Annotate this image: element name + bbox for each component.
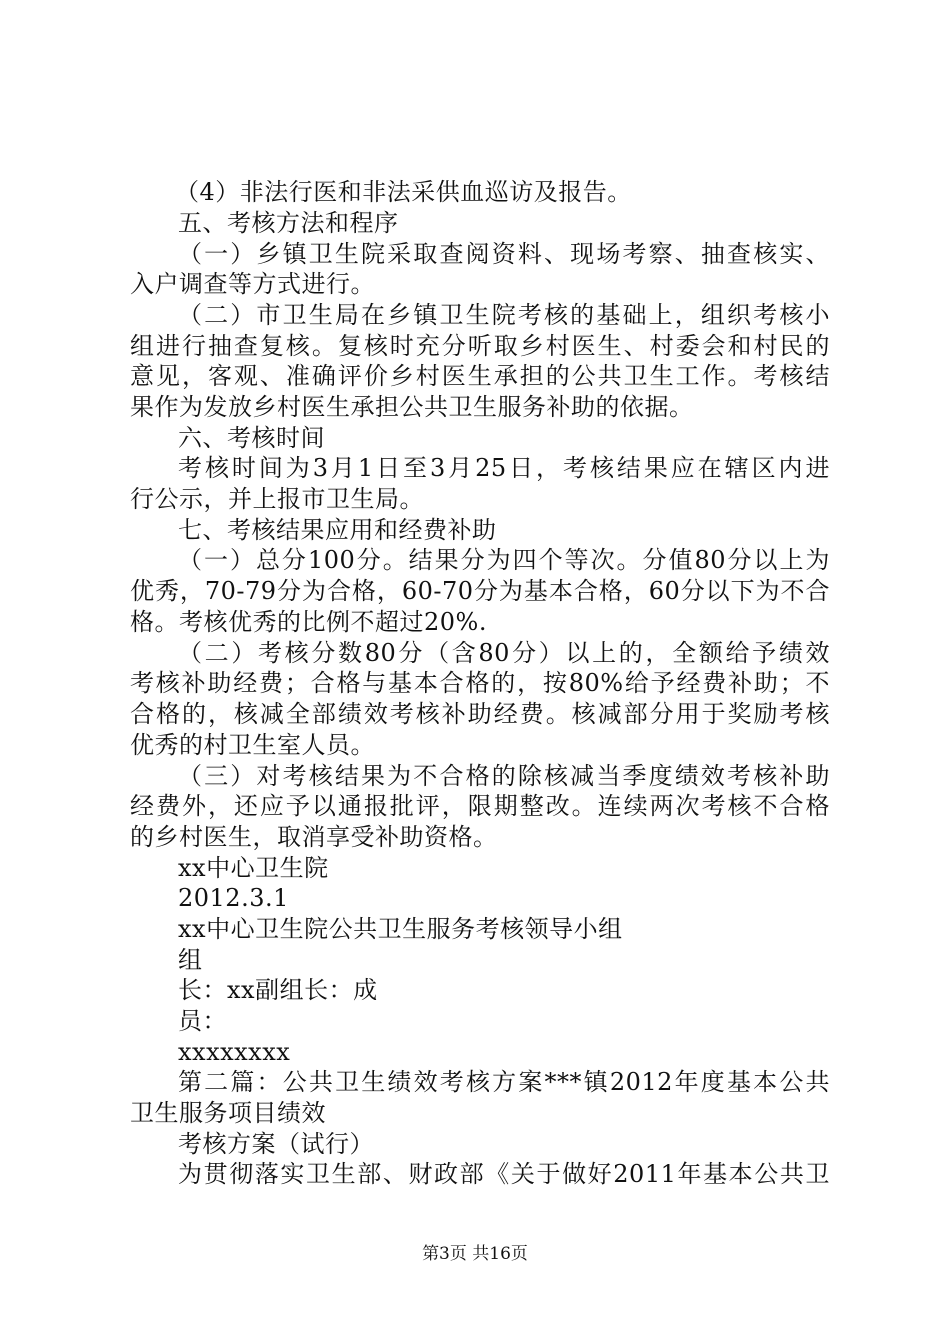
text-line: 考核补助经费；合格与基本合格的，按80%给予经费补助；不	[130, 669, 830, 697]
text-line: （4）非法行医和非法采供血巡访及报告。	[175, 178, 632, 206]
chapter-heading: 第二篇：公共卫生绩效考核方案***镇2012年度基本公共	[178, 1068, 830, 1096]
text-line: 行公示，并上报市卫生局。	[130, 485, 424, 513]
text-line: 组	[178, 946, 203, 974]
text-line: （一）总分100分。结果分为四个等次。分值80分以上为	[178, 546, 830, 574]
text-line: 考核时间为3月1日至3月25日，考核结果应在辖区内进	[178, 454, 830, 482]
section-heading: 六、考核时间	[178, 424, 325, 452]
text-line: 意见，客观、准确评价乡村医生承担的公共卫生工作。考核结	[130, 362, 830, 390]
text-line: xxxxxxxx	[178, 1038, 291, 1066]
chapter-subtitle: 考核方案（试行）	[178, 1130, 374, 1158]
signature-org: xx中心卫生院	[178, 854, 329, 882]
text-line: 员：	[178, 1007, 227, 1035]
text-line: 格。考核优秀的比例不超过20%.	[130, 608, 487, 636]
group-title: xx中心卫生院公共卫生服务考核领导小组	[178, 915, 623, 943]
text-line: 入户调查等方式进行。	[130, 270, 375, 298]
text-line: 组进行抽查复核。复核时充分听取乡村医生、村委会和村民的	[130, 332, 830, 360]
text-line: 果作为发放乡村医生承担公共卫生服务补助的依据。	[130, 393, 694, 421]
text-line: （三）对考核结果为不合格的除核减当季度绩效考核补助	[178, 762, 830, 790]
text-line: 优秀，70-79分为合格，60-70分为基本合格，60分以下为不合	[130, 577, 830, 605]
chapter-heading: 卫生服务项目绩效	[130, 1099, 326, 1127]
text-line: 经费外，还应予以通报批评，限期整改。连续两次考核不合格	[130, 792, 830, 820]
text-line: 合格的，核减全部绩效考核补助经费。核减部分用于奖励考核	[130, 700, 830, 728]
text-line: 长：xx副组长：成	[178, 976, 378, 1004]
section-heading: 五、考核方法和程序	[178, 209, 399, 237]
signature-date: 2012.3.1	[178, 884, 289, 912]
text-line: 的乡村医生，取消享受补助资格。	[130, 823, 498, 851]
text-line: 为贯彻落实卫生部、财政部《关于做好2011年基本公共卫	[178, 1160, 830, 1188]
text-line: （一）乡镇卫生院采取查阅资料、现场考察、抽查核实、	[178, 240, 830, 268]
page-number-footer: 第3页 共16页	[422, 1244, 528, 1264]
text-line: 优秀的村卫生室人员。	[130, 731, 375, 759]
text-line: （二）考核分数80分（含80分）以上的，全额给予绩效	[178, 639, 830, 667]
text-line: （二）市卫生局在乡镇卫生院考核的基础上，组织考核小	[178, 301, 830, 329]
section-heading: 七、考核结果应用和经费补助	[178, 516, 497, 544]
